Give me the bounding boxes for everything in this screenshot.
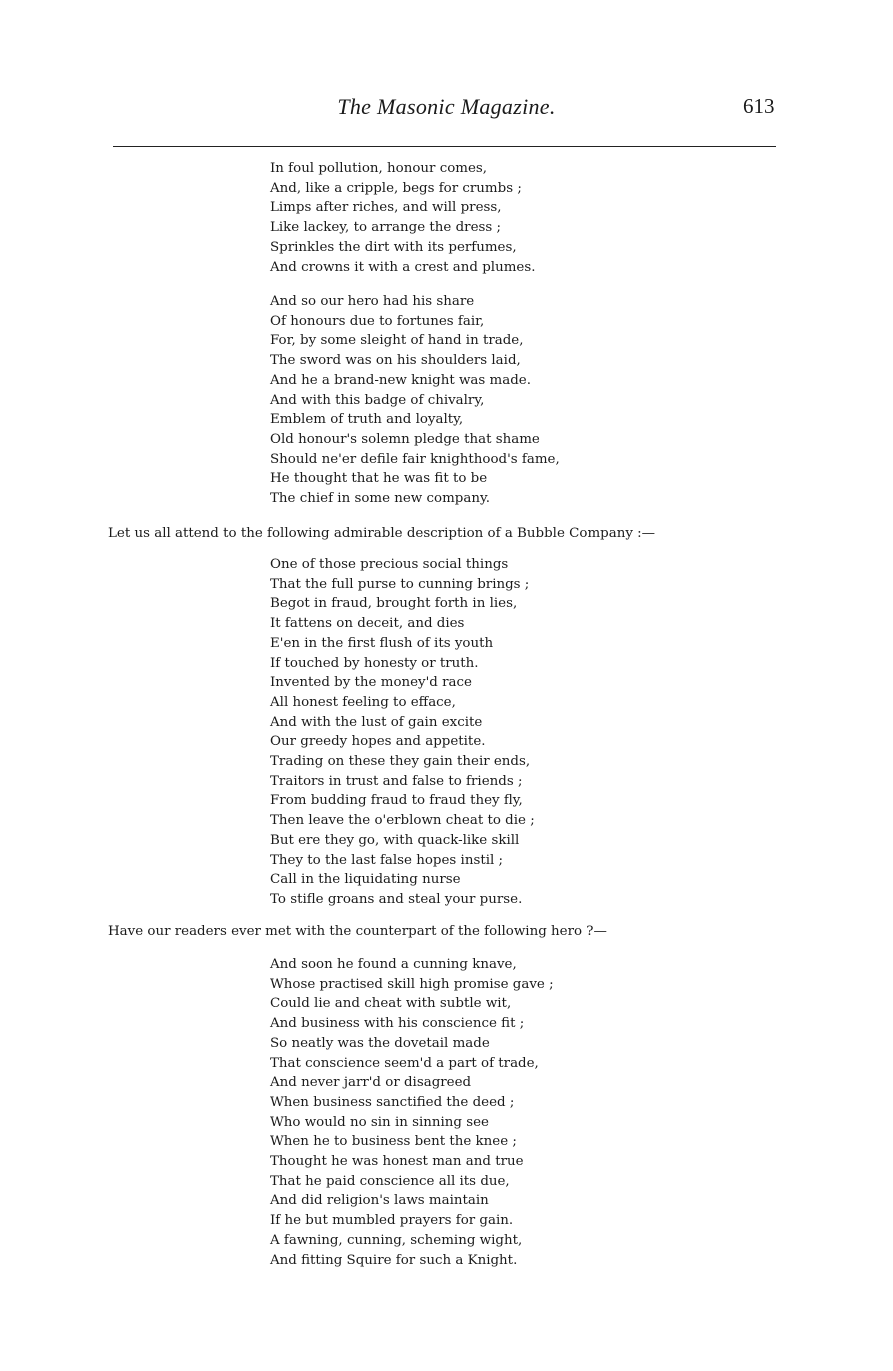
prose-paragraph-2: Have our readers ever met with the counterpart of the following hero ?— (108, 924, 607, 939)
verse-line: The chief in some new company. (270, 491, 491, 507)
verse-line: Call in the liquidating nurse (270, 872, 461, 888)
verse-line: All honest feeling to efface, (270, 694, 456, 710)
poem-stanza-4 (270, 955, 554, 1270)
verse-line: That conscience seem'd a part of trade, (270, 1055, 539, 1071)
verse-line: Our greedy hopes and appetite. (270, 734, 486, 750)
verse-line: Who would no sin in sinning see (270, 1114, 489, 1130)
header-rule (113, 146, 776, 147)
verse-line: They to the last false hopes instil ; (270, 852, 504, 868)
verse-line: Then leave the o'erblown cheat to die ; (270, 813, 535, 829)
verse-line: Could lie and cheat with subtle wit, (270, 996, 512, 1012)
verse-line: One of those precious social things (270, 557, 509, 572)
verse-line: Invented by the money'd race (270, 675, 472, 691)
verse-line: Begot in fraud, brought forth in lies, (270, 596, 518, 612)
verse-line: For, by some sleight of hand in trade, (270, 333, 524, 349)
poem-stanza-2 (270, 292, 560, 509)
verse-line: And fitting Squire for such a Knight. (270, 1252, 518, 1268)
verse-line: And crowns it with a crest and plumes. (270, 259, 536, 275)
verse-line: Thought he was honest man and true (270, 1154, 524, 1170)
verse-line: In foul pollution, honour comes, (270, 161, 488, 176)
verse-line: And, like a cripple, begs for crumbs ; (270, 180, 522, 196)
verse-line: Sprinkles the dirt with its perfumes, (270, 239, 517, 255)
verse-line: E'en in the first flush of its youth (270, 635, 494, 651)
verse-line: That he paid conscience all its due, (270, 1173, 510, 1189)
verse-line: A fawning, cunning, scheming wight, (270, 1232, 523, 1248)
verse-line: And so our hero had his share (270, 294, 475, 309)
verse-line: The sword was on his shoulders laid, (270, 353, 521, 369)
verse-line: Should ne'er defile fair knighthood's fame, (270, 451, 560, 467)
verse-line: When business sanctified the deed ; (270, 1094, 515, 1110)
verse-line: And did religion's laws maintain (270, 1193, 489, 1209)
verse-line: It fattens on deceit, and dies (270, 616, 465, 632)
verse-line: And never jarr'd or disagreed (270, 1075, 472, 1091)
verse-line: If touched by honesty or truth. (270, 655, 479, 671)
verse-line: Emblem of truth and loyalty, (270, 412, 464, 428)
verse-line: And soon he found a cunning knave, (270, 957, 517, 972)
poem-stanza-1 (270, 159, 535, 277)
verse-line: That the full purse to cunning brings ; (270, 576, 530, 592)
verse-line: And with the lust of gain excite (270, 714, 483, 730)
verse-line: Limps after riches, and will press, (270, 200, 502, 216)
verse-line: Of honours due to fortunes fair, (270, 313, 485, 329)
verse-line: If he but mumbled prayers for gain. (270, 1213, 514, 1229)
poem-stanza-3 (270, 555, 535, 910)
verse-line: Whose practised skill high promise gave ; (270, 976, 554, 992)
verse-line: Old honour's solemn pledge that shame (270, 431, 540, 447)
verse-line: From budding fraud to fraud they fly, (270, 793, 523, 809)
running-title: The Masonic Magazine. (337, 94, 556, 119)
verse-line: Like lackey, to arrange the dress ; (270, 220, 502, 236)
verse-line: Trading on these they gain their ends, (270, 754, 531, 770)
verse-line: And business with his conscience fit ; (270, 1016, 525, 1032)
verse-line: He thought that he was fit to be (270, 471, 488, 487)
verse-line: And with this badge of chivalry, (270, 392, 485, 408)
verse-line: But ere they go, with quack-like skill (270, 832, 520, 848)
verse-line: So neatly was the dovetail made (270, 1035, 490, 1051)
verse-line: When he to business bent the knee ; (270, 1134, 517, 1150)
verse-line: To stifle groans and steal your purse. (270, 891, 523, 907)
verse-line: And he a brand-new knight was made. (270, 372, 531, 388)
verse-line: Traitors in trust and false to friends ; (270, 773, 523, 789)
prose-paragraph-1: Let us all attend to the following admirable description of a Bubble Company :— (108, 526, 656, 541)
page-number: 613 (743, 94, 775, 118)
